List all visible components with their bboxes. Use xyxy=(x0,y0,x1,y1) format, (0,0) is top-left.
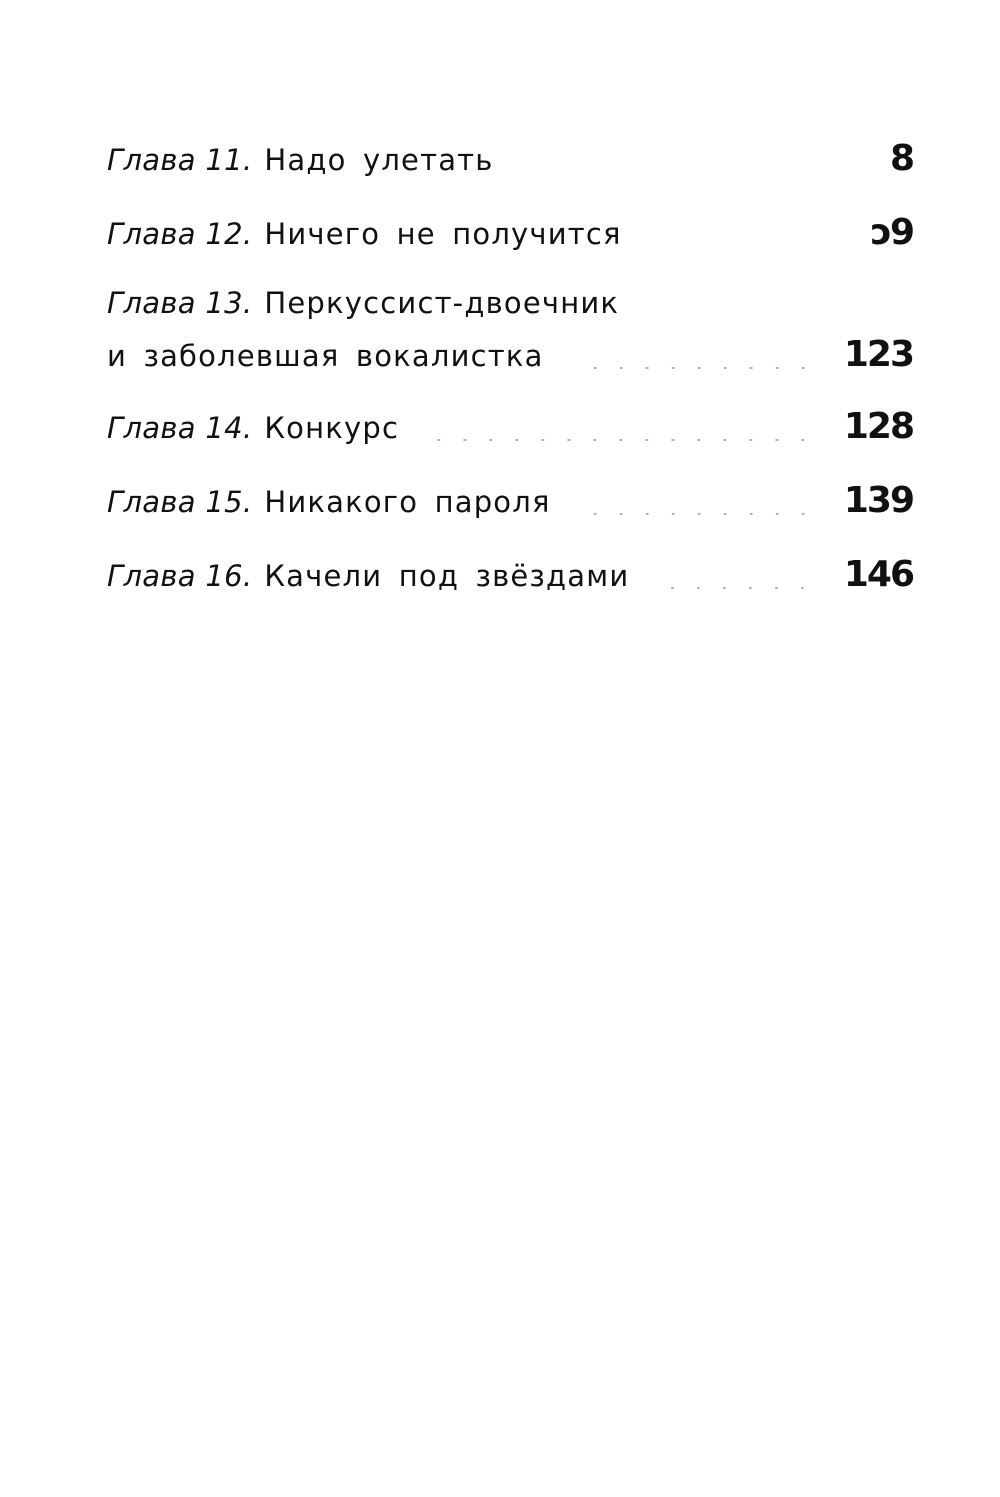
chapter-label: Глава 16. xyxy=(107,559,253,593)
chapter-label: Глава 12. xyxy=(107,217,253,251)
chapter-title: Никакого пароля xyxy=(264,485,551,519)
chapter-title: Перкуссист-двоечник xyxy=(264,286,620,320)
toc-entry-chapter-12 xyxy=(107,212,913,260)
toc-entry-chapter-16 xyxy=(107,554,913,602)
chapter-label: Глава 14. xyxy=(107,411,253,445)
page-number: 139 xyxy=(843,480,913,521)
chapter-title: Конкурс xyxy=(264,411,400,445)
page-number: ɔ9 xyxy=(870,212,913,253)
chapter-title: Качели под звёздами xyxy=(264,559,630,593)
chapter-title: Ничего не получится xyxy=(264,217,622,251)
page-number: 123 xyxy=(843,334,913,375)
dot-leader xyxy=(435,439,816,441)
dot-leader xyxy=(580,367,816,369)
page-number: 128 xyxy=(843,406,913,447)
dot-leader xyxy=(587,513,816,515)
chapter-title-continuation: и заболевшая вокалистка xyxy=(107,339,544,373)
chapter-title: Надо улетать xyxy=(264,143,494,177)
toc-entry-chapter-14 xyxy=(107,406,913,454)
page-number: 146 xyxy=(843,554,913,595)
page-number: 8 xyxy=(889,138,913,179)
chapter-label: Глава 11. xyxy=(107,143,253,177)
toc-entry-chapter-11 xyxy=(107,138,913,186)
chapter-label: Глава 15. xyxy=(107,485,253,519)
toc-entry-chapter-15 xyxy=(107,480,913,528)
dot-leader xyxy=(665,587,815,589)
toc-entry-chapter-13 xyxy=(107,286,913,380)
table-of-contents xyxy=(107,138,913,602)
chapter-label: Глава 13. xyxy=(107,286,253,320)
